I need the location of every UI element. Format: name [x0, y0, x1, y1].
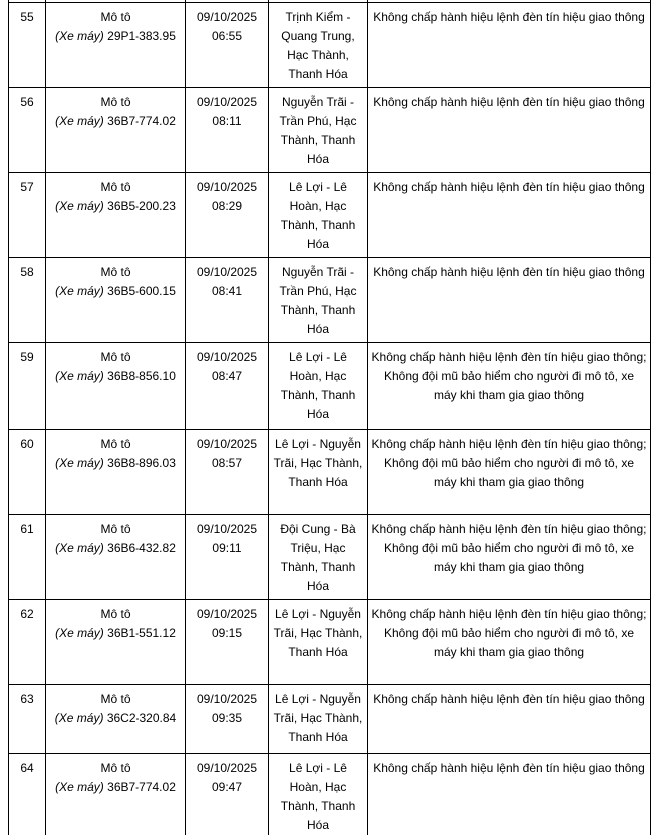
- row-number-cell: [9, 515, 46, 600]
- table-row: [9, 173, 651, 258]
- violation-date: 09/10/2025: [196, 350, 258, 364]
- violation-table: [8, 0, 651, 835]
- vehicle-type: Mô tô: [100, 10, 131, 24]
- plate-number: 36B7-774.02: [107, 780, 176, 794]
- row-number: 62: [20, 607, 34, 621]
- violation-text-primary: Không chấp hành hiệu lệnh đèn tín hiệu giao thông;: [371, 437, 647, 451]
- row-number-cell: [9, 685, 46, 754]
- datetime-cell: [186, 600, 269, 685]
- violation-date: 09/10/2025: [196, 437, 258, 451]
- vehicle-cell: [46, 754, 186, 835]
- vehicle-plate-line: [49, 112, 182, 131]
- datetime-cell: [186, 685, 269, 754]
- violation-text-secondary: Không đội mũ bảo hiểm cho người đi mô tô, xe máy khi tham gia giao thông: [383, 369, 635, 402]
- vehicle-subtype: (Xe máy): [55, 199, 104, 213]
- location-cell: Lê Lợi - Lê Hoàn, Hạc Thành, Thanh Hóa: [269, 754, 368, 835]
- vehicle-plate-line: [49, 709, 182, 728]
- violation-cell: [368, 343, 651, 430]
- violation-time: 08:57: [211, 456, 243, 470]
- vehicle-type: Mô tô: [100, 180, 131, 194]
- datetime-cell: [186, 343, 269, 430]
- vehicle-subtype: (Xe máy): [55, 456, 104, 470]
- row-number-cell: [9, 258, 46, 343]
- vehicle-subtype: (Xe máy): [54, 711, 104, 725]
- violation-table-body: [9, 0, 651, 835]
- row-number: 58: [20, 265, 34, 279]
- violation-time: 08:47: [211, 369, 243, 383]
- violation-date: 09/10/2025: [196, 692, 258, 706]
- vehicle-subtype: (Xe máy): [55, 780, 104, 794]
- vehicle-type: Mô tô: [100, 761, 131, 775]
- vehicle-type: Mô tô: [100, 265, 131, 279]
- plate-number: 36B5-600.15: [107, 284, 176, 298]
- vehicle-cell: [46, 600, 186, 685]
- location-cell: Lê Lợi - Lê Hoàn, Hạc Thành, Thanh Hóa: [269, 343, 368, 430]
- vehicle-plate-line: [49, 282, 182, 301]
- vehicle-type: Mô tô: [100, 522, 131, 536]
- vehicle-plate-line: [49, 197, 182, 216]
- vehicle-subtype: (Xe máy): [55, 626, 104, 640]
- table-row: [9, 3, 651, 88]
- violation-text-primary: Không chấp hành hiệu lệnh đèn tín hiệu giao thông: [373, 692, 645, 706]
- datetime-cell: [186, 515, 269, 600]
- violation-cell: [368, 600, 651, 685]
- datetime-cell: [186, 88, 269, 173]
- violation-text-secondary: Không đội mũ bảo hiểm cho người đi mô tô, xe máy khi tham gia giao thông: [383, 456, 635, 489]
- violation-cell: [368, 754, 651, 835]
- vehicle-subtype: (Xe máy): [55, 369, 104, 383]
- vehicle-type: Mô tô: [100, 692, 131, 706]
- violation-time: 09:11: [212, 541, 242, 555]
- datetime-cell: [186, 754, 269, 835]
- plate-number: 36B7-774.02: [107, 114, 176, 128]
- vehicle-subtype: (Xe máy): [55, 284, 104, 298]
- plate-number: 36B8-896.03: [107, 456, 176, 470]
- violation-cell: [368, 430, 651, 515]
- violation-cell: [368, 173, 651, 258]
- row-number: 57: [20, 180, 34, 194]
- vehicle-type: Mô tô: [100, 95, 131, 109]
- violation-text-primary: Không chấp hành hiệu lệnh đèn tín hiệu giao thông: [373, 761, 645, 775]
- violation-text-primary: Không chấp hành hiệu lệnh đèn tín hiệu giao thông: [373, 180, 645, 194]
- row-number: 64: [20, 761, 34, 775]
- row-number-cell: [9, 600, 46, 685]
- plate-number: 29P1-383.95: [107, 29, 176, 43]
- vehicle-subtype: (Xe máy): [55, 29, 104, 43]
- datetime-cell: [186, 430, 269, 515]
- vehicle-type: Mô tô: [100, 437, 131, 451]
- table-row: [9, 430, 651, 515]
- vehicle-plate-line: [49, 778, 182, 797]
- violation-text-primary: Không chấp hành hiệu lệnh đèn tín hiệu giao thông: [373, 95, 645, 109]
- row-number: 63: [20, 692, 34, 706]
- plate-number: 36B1-551.12: [107, 626, 176, 640]
- violation-text-secondary: Không đội mũ bảo hiểm cho người đi mô tô, xe máy khi tham gia giao thông: [383, 626, 635, 659]
- vehicle-plate-line: [49, 454, 182, 473]
- violation-date: 09/10/2025: [196, 761, 258, 775]
- violation-date: 09/10/2025: [196, 522, 258, 536]
- plate-number: 36B6-432.82: [107, 541, 176, 555]
- violation-time: 09:15: [211, 626, 243, 640]
- datetime-cell: [186, 3, 269, 88]
- violation-cell: [368, 258, 651, 343]
- vehicle-plate-line: [49, 624, 182, 643]
- plate-number: 36C2-320.84: [106, 711, 177, 725]
- violation-time: 09:35: [211, 711, 243, 725]
- violation-date: 09/10/2025: [196, 10, 258, 24]
- violation-date: 09/10/2025: [196, 95, 258, 109]
- violation-text-primary: Không chấp hành hiệu lệnh đèn tín hiệu giao thông;: [371, 350, 647, 364]
- vehicle-cell: [46, 430, 186, 515]
- plate-number: 36B5-200.23: [107, 199, 176, 213]
- violation-cell: [368, 515, 651, 600]
- location-cell: Lê Lợi - Lê Hoàn, Hạc Thành, Thanh Hóa: [269, 173, 368, 258]
- location-cell: Nguyễn Trãi - Trần Phú, Hạc Thành, Thanh Hóa: [269, 88, 368, 173]
- violation-time: 08:11: [212, 114, 242, 128]
- row-number-cell: [9, 88, 46, 173]
- vehicle-subtype: (Xe máy): [55, 541, 104, 555]
- vehicle-plate-line: [49, 27, 182, 46]
- violation-text-secondary: Không đội mũ bảo hiểm cho người đi mô tô, xe máy khi tham gia giao thông: [383, 541, 635, 574]
- violation-time: 08:29: [211, 199, 243, 213]
- violation-cell: [368, 685, 651, 754]
- row-number-cell: [9, 754, 46, 835]
- plate-number: 36B8-856.10: [107, 369, 176, 383]
- location-cell: Lê Lợi - Nguyễn Trãi, Hạc Thành, Thanh Hóa: [269, 685, 368, 754]
- violation-date: 09/10/2025: [196, 265, 258, 279]
- violation-text-primary: Không chấp hành hiệu lệnh đèn tín hiệu giao thông: [373, 10, 645, 24]
- row-number: 59: [20, 350, 34, 364]
- violation-cell: [368, 88, 651, 173]
- location-cell: Lê Lợi - Nguyễn Trãi, Hạc Thành, Thanh Hóa: [269, 430, 368, 515]
- violation-time: 09:47: [211, 780, 243, 794]
- location-cell: Đội Cung - Bà Triệu, Hạc Thành, Thanh Hóa: [269, 515, 368, 600]
- table-row: [9, 88, 651, 173]
- location-cell: Nguyễn Trãi - Trần Phú, Hạc Thành, Thanh Hóa: [269, 258, 368, 343]
- vehicle-type: Mô tô: [100, 350, 131, 364]
- violation-time: 08:41: [211, 284, 243, 298]
- row-number: 56: [20, 95, 34, 109]
- row-number-cell: [9, 173, 46, 258]
- vehicle-cell: [46, 343, 186, 430]
- violation-text-primary: Không chấp hành hiệu lệnh đèn tín hiệu giao thông: [373, 265, 645, 279]
- violation-date: 09/10/2025: [196, 180, 258, 194]
- location-cell: Trịnh Kiểm - Quang Trung, Hạc Thành, Thanh Hóa: [269, 3, 368, 88]
- table-row: [9, 258, 651, 343]
- row-number: 60: [20, 437, 34, 451]
- vehicle-cell: [46, 685, 186, 754]
- vehicle-subtype: (Xe máy): [55, 114, 104, 128]
- violation-cell: [368, 3, 651, 88]
- violation-text-primary: Không chấp hành hiệu lệnh đèn tín hiệu giao thông;: [371, 522, 647, 536]
- violation-text-primary: Không chấp hành hiệu lệnh đèn tín hiệu giao thông;: [371, 607, 647, 621]
- vehicle-cell: [46, 258, 186, 343]
- row-number-cell: [9, 430, 46, 515]
- vehicle-type: Mô tô: [100, 607, 131, 621]
- row-number: 55: [20, 10, 34, 24]
- table-row: [9, 343, 651, 430]
- datetime-cell: [186, 258, 269, 343]
- violation-time: 06:55: [211, 29, 243, 43]
- table-row: [9, 600, 651, 685]
- row-number-cell: [9, 3, 46, 88]
- vehicle-cell: [46, 173, 186, 258]
- table-row: [9, 685, 651, 754]
- datetime-cell: [186, 173, 269, 258]
- table-row: [9, 515, 651, 600]
- row-number-cell: [9, 343, 46, 430]
- vehicle-cell: [46, 515, 186, 600]
- location-cell: Lê Lợi - Nguyễn Trãi, Hạc Thành, Thanh Hóa: [269, 600, 368, 685]
- vehicle-plate-line: [49, 367, 182, 386]
- violation-date: 09/10/2025: [196, 607, 258, 621]
- table-row: [9, 754, 651, 835]
- row-number: 61: [20, 522, 34, 536]
- vehicle-cell: [46, 3, 186, 88]
- vehicle-plate-line: [49, 539, 182, 558]
- vehicle-cell: [46, 88, 186, 173]
